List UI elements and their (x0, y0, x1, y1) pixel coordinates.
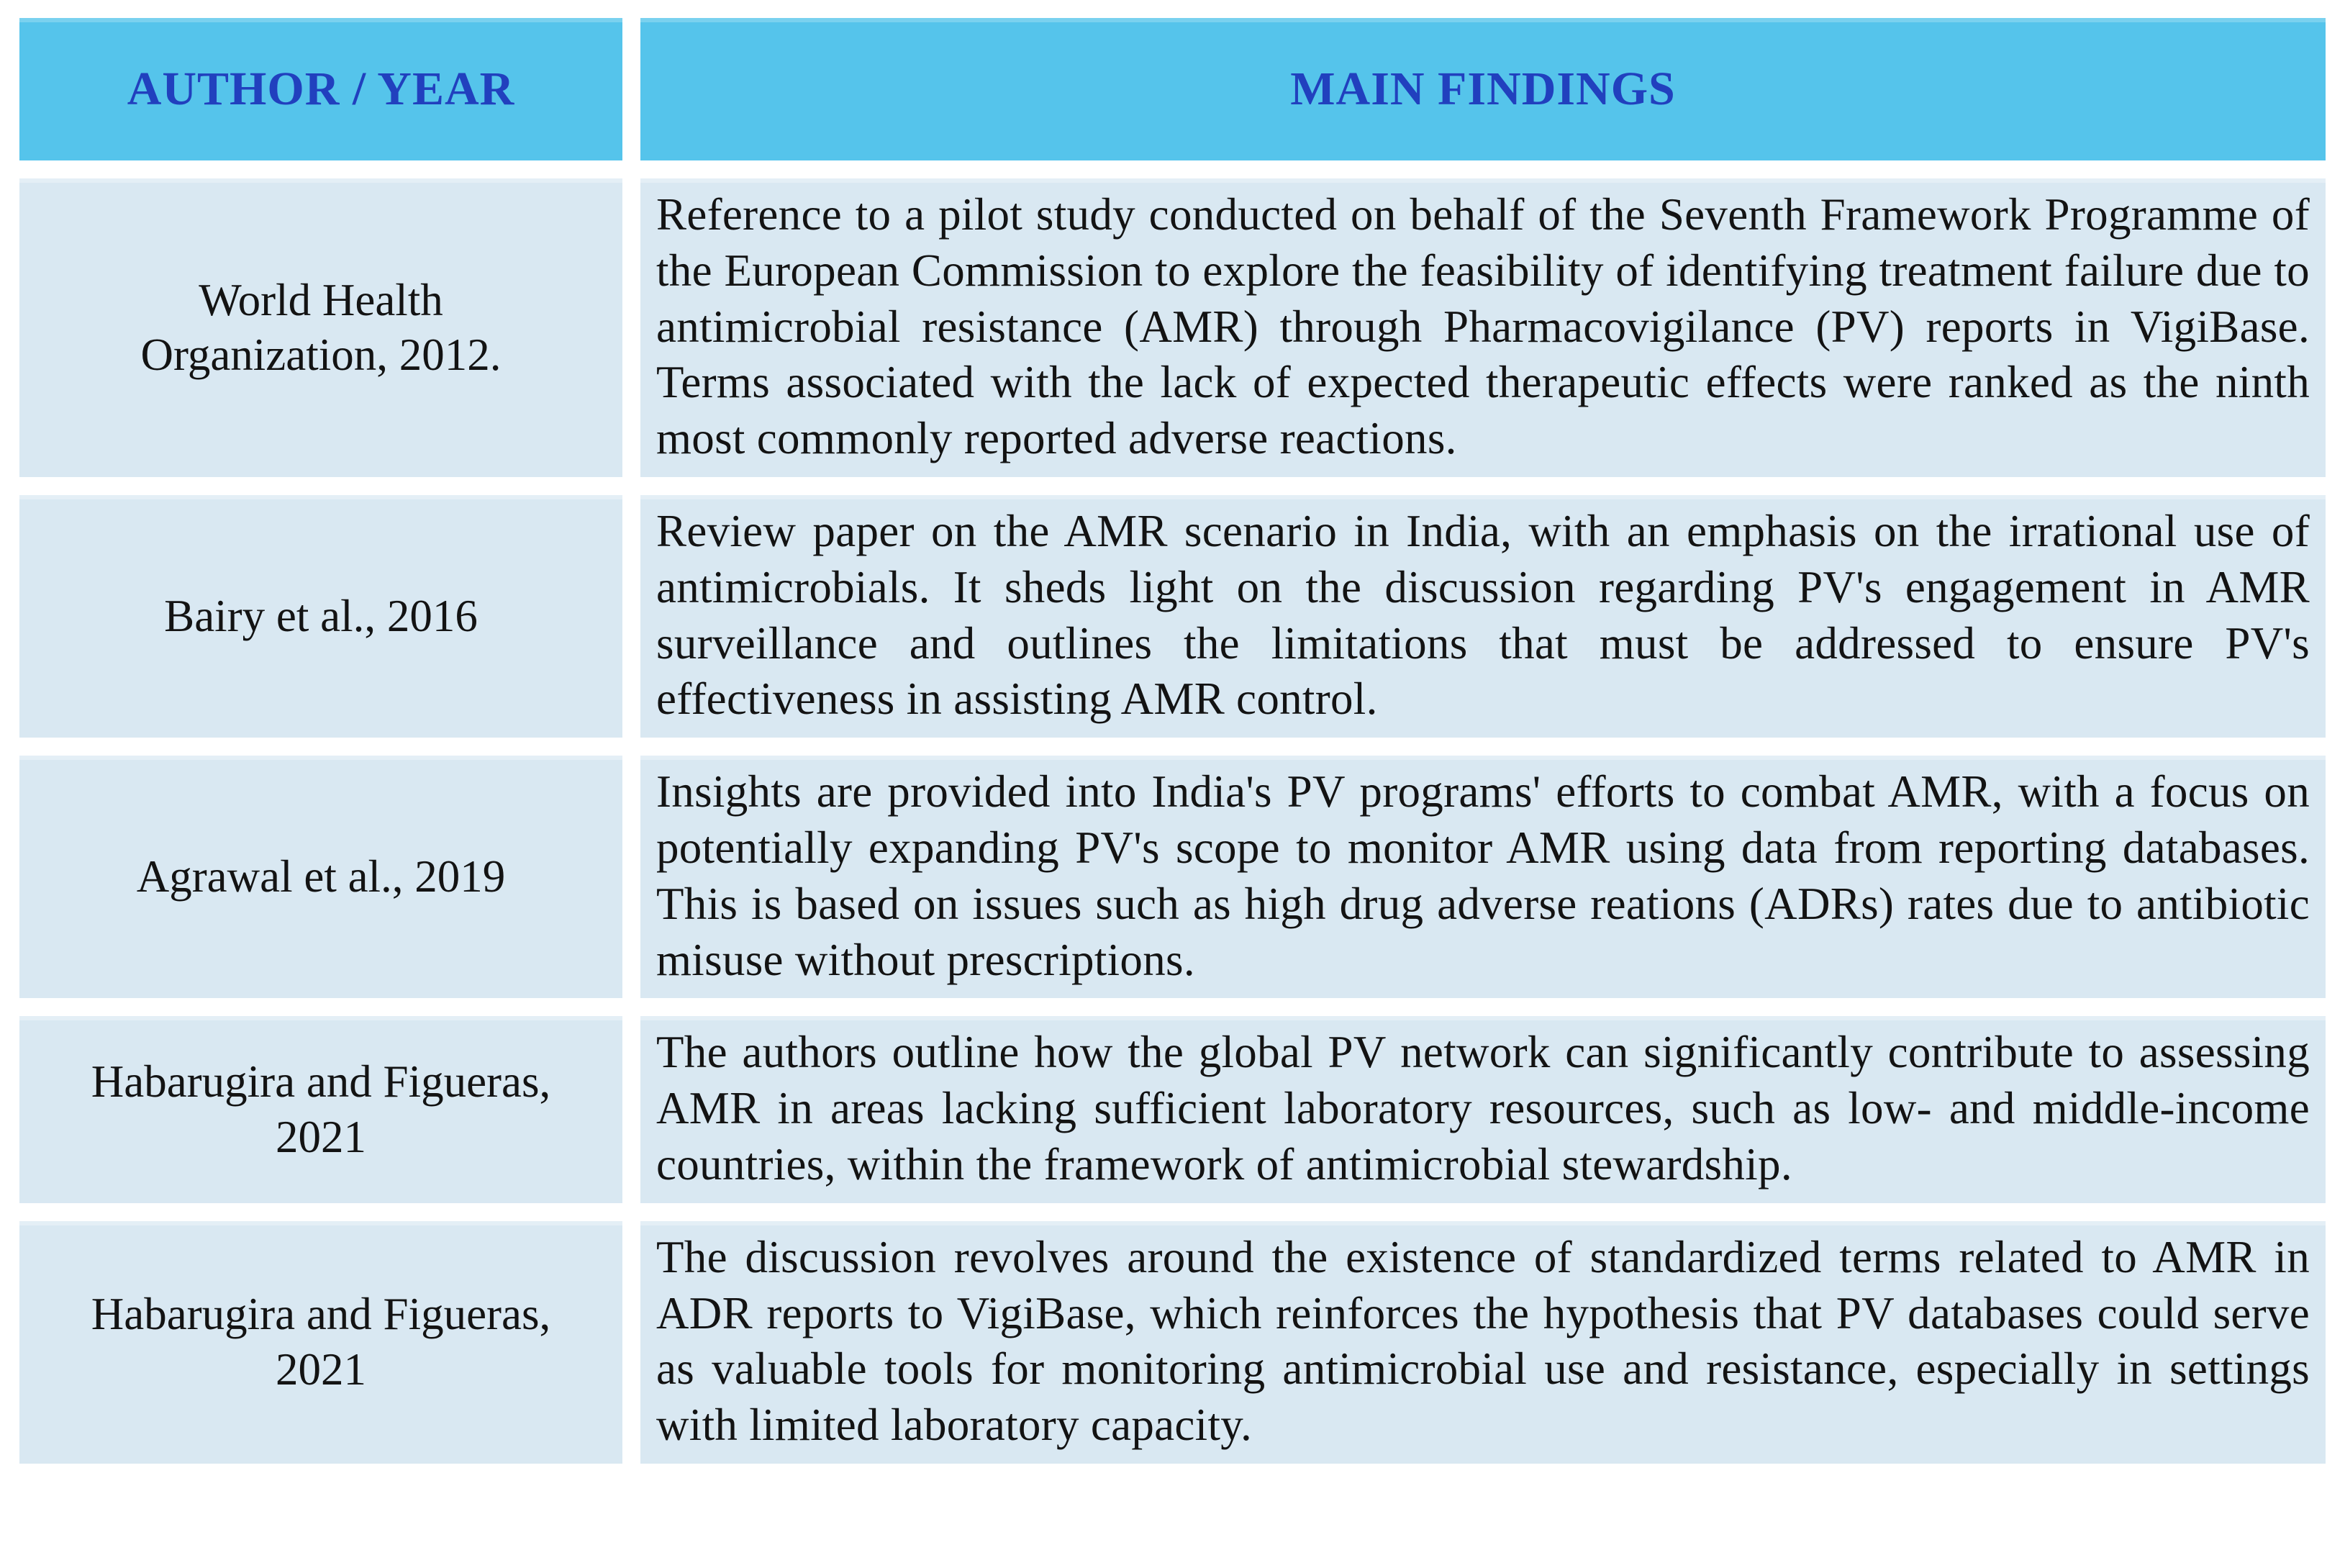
finding-cell (640, 178, 2326, 477)
author-cell (19, 1016, 622, 1202)
finding-text: Reference to a pilot study conducted on behalf of the Seventh Framework Programme of the European Commission to explore the feasibility of identifying treatment failure due to antimicrobial resistance (AMR) through Pharmacovigilance (PV) reports in VigiBase. Terms associated with the lack of expected therapeutic effects were ranked as the ninth most commonly reported adverse reactions. (656, 189, 2310, 464)
finding-cell (640, 756, 2326, 998)
finding-cell (640, 1221, 2326, 1464)
author-cell (19, 178, 622, 477)
author-text: Agrawal et al., 2019 (136, 851, 506, 902)
author-cell (19, 756, 622, 998)
finding-text: Review paper on the AMR scenario in India, with an emphasis on the irrational use of antimicrobials. It sheds light on the discussion regarding PV's engagement in AMR surveillance and outlines the limitations that must be addressed to ensure PV's effectiveness in assisting AMR control. (656, 505, 2310, 725)
finding-text: The authors outline how the global PV network can significantly contribute to assessing AMR in areas lacking sufficient laboratory resources, such as low- and middle-income countries, within the framework of antimicrobial stewardship. (656, 1027, 2310, 1189)
author-cell (19, 1221, 622, 1464)
author-text: World Health Organization, 2012. (140, 274, 502, 381)
finding-cell (640, 495, 2326, 738)
finding-text: The discussion revolves around the existence of standardized terms related to AMR in ADR reports to VigiBase, which reinforces the hypothesis that PV databases could serve as valuable tools for monitoring antimicrobial use and resistance, especially in settings with limited laboratory capacity. (656, 1231, 2310, 1451)
author-cell (19, 495, 622, 738)
finding-text: Insights are provided into India's PV programs' efforts to combat AMR, with a focus on potentially expanding PV's scope to monitor AMR using data from reporting databases. This is based on issues such as high drug adverse reations (ADRs) rates due to antibiotic misuse without prescriptions. (656, 766, 2310, 985)
column-header-main-findings (640, 18, 2326, 160)
author-text: Habarugira and Figueras, 2021 (91, 1056, 551, 1163)
column-header-author-year (19, 18, 622, 160)
main-findings-header-label: MAIN FINDINGS (1290, 63, 1676, 115)
author-year-header-label: AUTHOR / YEAR (127, 63, 515, 115)
author-text: Bairy et al., 2016 (164, 591, 478, 642)
author-text: Habarugira and Figueras, 2021 (91, 1289, 551, 1395)
finding-cell (640, 1016, 2326, 1202)
